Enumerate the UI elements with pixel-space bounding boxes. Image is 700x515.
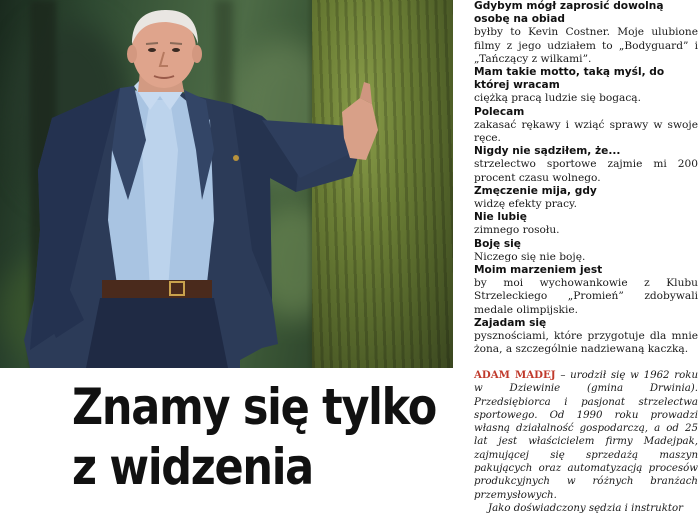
qa-answer: pysznościami, które przygotuje dla mnie żona, a szczególnie nadziewaną kaczką.	[474, 330, 698, 356]
qa-answer: strzelectwo sportowe zajmie mi 200 procent czasu wolnego.	[474, 158, 698, 184]
qa-answer: widzę efekty pracy.	[474, 198, 577, 211]
qa-question: Polecam	[474, 105, 525, 118]
qa-question: Gdybym mógł zaprosić dowolną osobę na obiad	[474, 0, 664, 26]
qa-answer: ciężką pracą ludzie się bogacą.	[474, 92, 641, 105]
headline-line-1: Znamy się tylko	[72, 378, 437, 436]
qa-question: Boję się	[474, 237, 521, 250]
article-headline	[72, 377, 437, 497]
bio-name: ADAM MADEJ	[474, 369, 556, 381]
qa-answer: Niczego się nie boję.	[474, 250, 586, 263]
qa-answer: zakasać rękawy i wziąć sprawy w swoje ręce.	[474, 118, 698, 145]
qa-column	[474, 0, 698, 356]
bio-box	[474, 369, 698, 515]
bio-text-continued: Jako doświadczony sędzia i instruktor	[488, 502, 683, 514]
qa-question: Zajadam się	[474, 316, 547, 329]
qa-question: Mam takie motto, taką myśl, do której wracam	[474, 66, 665, 92]
headline-line-2: z widzenia	[72, 438, 313, 496]
portrait-photo	[0, 0, 453, 368]
qa-answer: byłby to Kevin Costner. Moje ulubione filmy z jego udziałem to „Bodyguard” i „Tańczący z wilkami”.	[474, 26, 698, 65]
qa-question: Zmęczenie mija, gdy	[474, 184, 597, 197]
bio-text: – urodził się w 1962 roku w Dziewinie (gmina Drwinia). Przedsiębiorca i pasjonat strzelectwa sportowego. Od 1990 roku prowadzi własną działalność gospodarczą, a od 25 lat jest właścicielem firmy Madejpak, zajmującej się sprzedażą maszyn pakujących oraz automatyzacją procesów produkcyjnych w różnych branżach przemysłowych.	[474, 370, 699, 501]
qa-answer: by moi wychowankowie z Klubu Strzeleckiego „Promień” zdobywali medale olimpijskie.	[474, 277, 698, 316]
man-figure	[0, 0, 453, 368]
qa-question: Nigdy nie sądziłem, że...	[474, 145, 621, 158]
qa-question: Moim marzeniem jest	[474, 264, 603, 277]
qa-answer: zimnego rosołu.	[474, 224, 560, 237]
qa-question: Nie lubię	[474, 211, 527, 224]
